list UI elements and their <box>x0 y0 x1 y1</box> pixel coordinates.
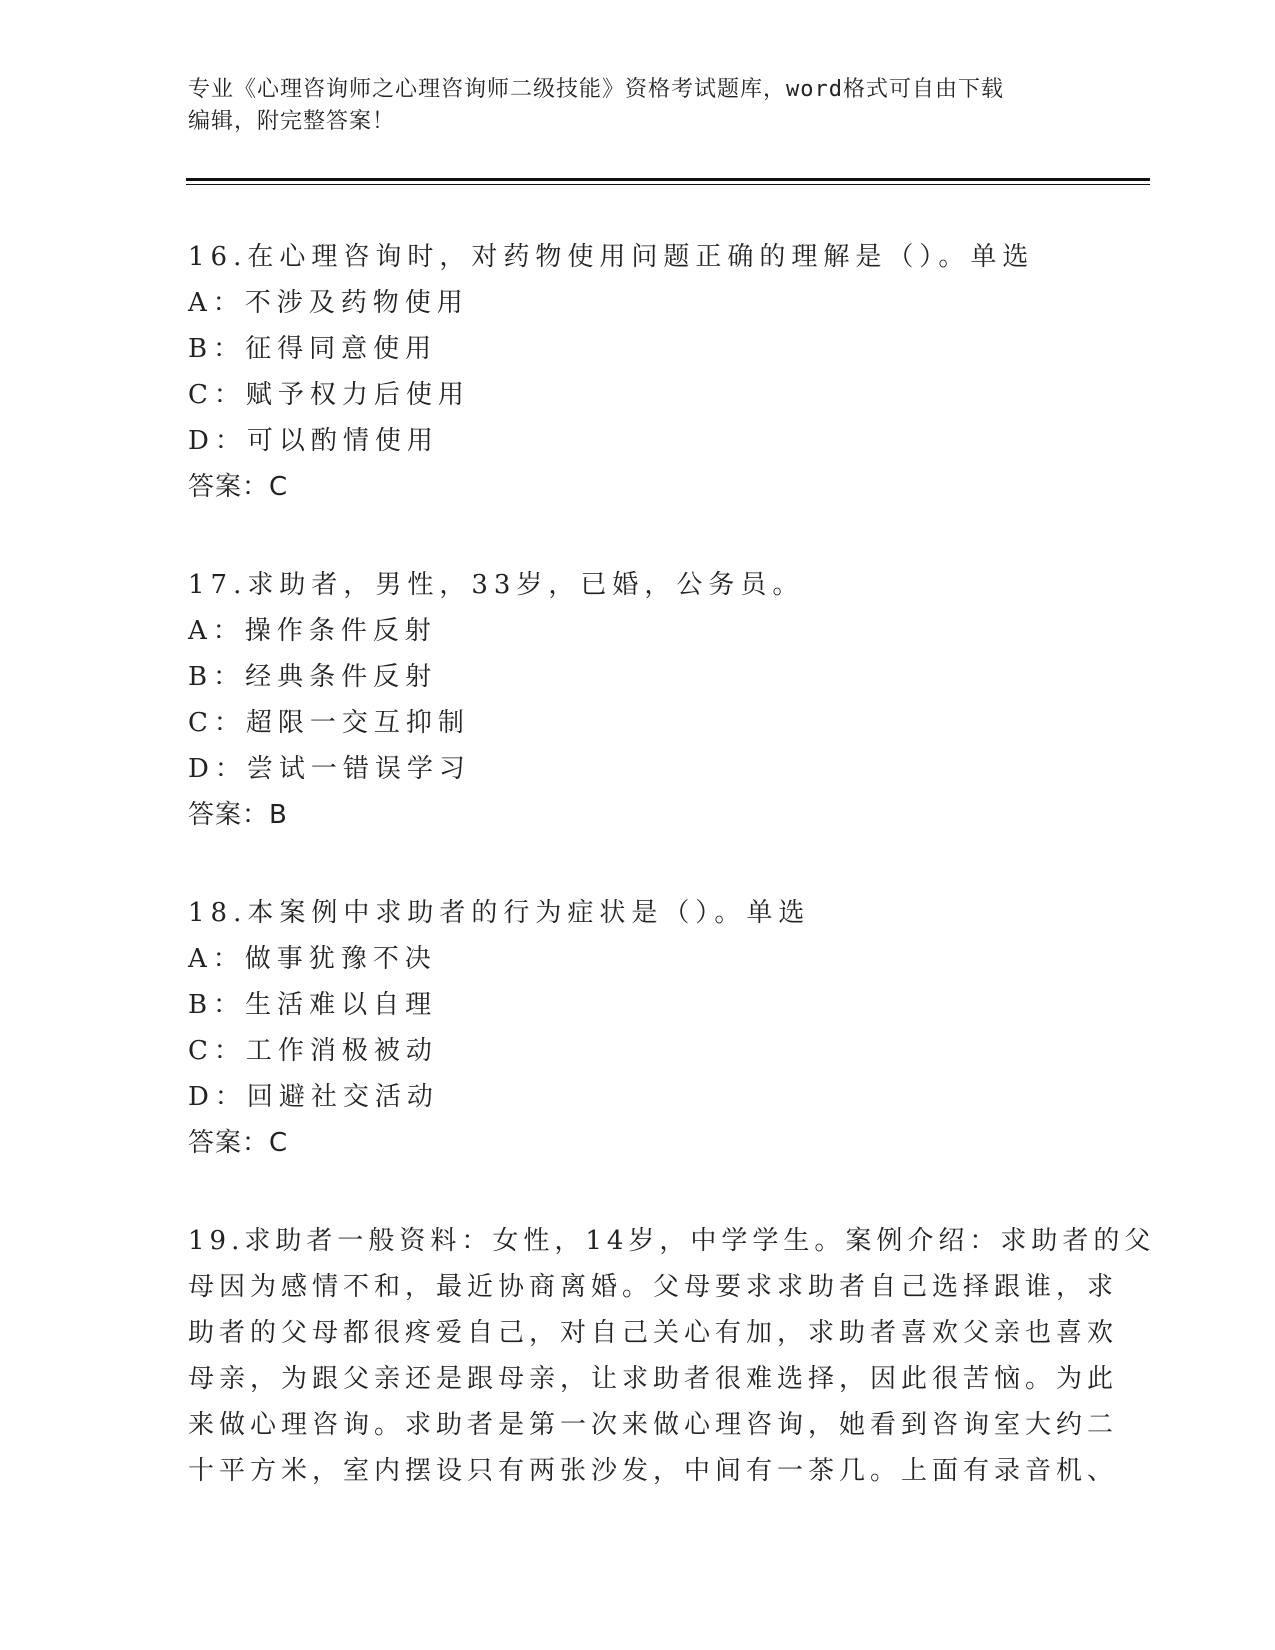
option-c: C：工作消极被动 <box>188 1036 438 1066</box>
option-b: B：经典条件反射 <box>188 662 438 692</box>
case-text-line: 母亲，为跟父亲还是跟母亲，让求助者很难选择，因此很苦恼。为此 <box>188 1364 1119 1394</box>
case-text-line: 19.求助者一般资料：女性，14岁，中学学生。案例介绍：求助者的父 <box>188 1226 1156 1256</box>
question-stem: 17.求助者，男性，33岁，已婚，公务员。 <box>188 570 805 600</box>
option-a: A：不涉及药物使用 <box>188 288 469 318</box>
answer-line: 答案：C <box>188 1128 289 1158</box>
document-header <box>188 74 1088 138</box>
option-b: B：生活难以自理 <box>188 990 438 1020</box>
case-text-line: 助者的父母都很疼爱自己，对自己关心有加，求助者喜欢父亲也喜欢 <box>188 1318 1119 1348</box>
question-18 <box>188 890 1088 1166</box>
question-19-case-text <box>188 1218 1156 1494</box>
option-d: D：可以酌情使用 <box>188 426 439 456</box>
header-line-1: 专业《心理咨询师之心理咨询师二级技能》资格考试题库，word格式可自由下载 <box>188 77 1004 102</box>
header-divider-thick <box>186 178 1150 181</box>
option-d: D：尝试一错误学习 <box>188 754 471 784</box>
option-b: B：征得同意使用 <box>188 334 438 364</box>
question-stem: 16.在心理咨询时，对药物使用问题正确的理解是（）。单选 <box>188 242 1035 272</box>
option-c: C：超限一交互抑制 <box>188 708 470 738</box>
header-line-2: 编辑，附完整答案！ <box>188 109 396 134</box>
question-16 <box>188 234 1088 510</box>
question-stem: 18.本案例中求助者的行为症状是（）。单选 <box>188 898 811 928</box>
case-text-line: 十平方米，室内摆设只有两张沙发，中间有一茶几。上面有录音机、 <box>188 1456 1119 1486</box>
option-c: C：赋予权力后使用 <box>188 380 470 410</box>
case-text-line: 母因为感情不和，最近协商离婚。父母要求求助者自己选择跟谁，求 <box>188 1272 1119 1302</box>
answer-line: 答案：C <box>188 472 289 502</box>
option-a: A：操作条件反射 <box>188 616 437 646</box>
question-17 <box>188 562 1088 838</box>
case-text-line: 来做心理咨询。求助者是第一次来做心理咨询，她看到咨询室大约二 <box>188 1410 1119 1440</box>
answer-line: 答案：B <box>188 800 288 830</box>
option-a: A：做事犹豫不决 <box>188 944 437 974</box>
option-d: D：回避社交活动 <box>188 1082 439 1112</box>
header-divider-thin <box>186 184 1150 185</box>
question-list <box>188 234 1156 1494</box>
